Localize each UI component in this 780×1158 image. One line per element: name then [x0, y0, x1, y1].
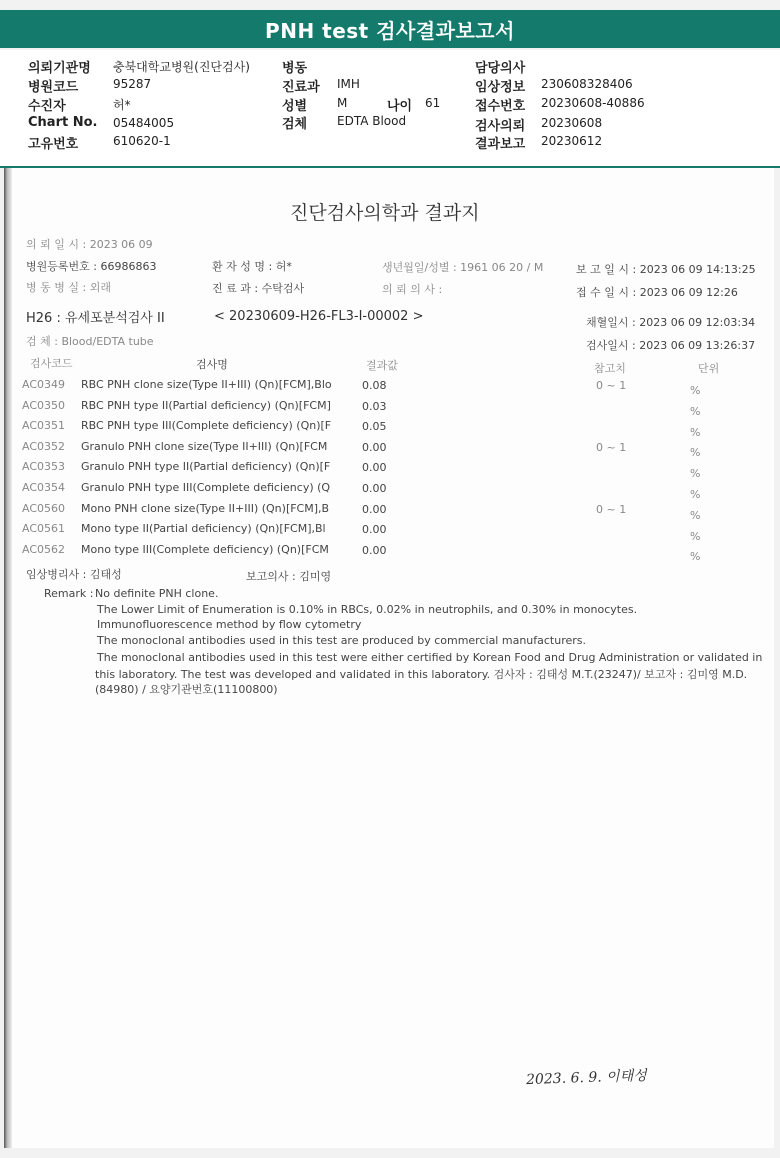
- row-code: AC0562: [22, 542, 66, 556]
- row-result: 0.00: [362, 461, 387, 475]
- col-header-ref: 참고치: [594, 362, 626, 375]
- request-date: 의 뢰 일 시 : 2023 06 09: [26, 238, 153, 251]
- row-result: 0.05: [362, 420, 387, 434]
- col-header-result: 결과값: [366, 359, 398, 372]
- row-code: AC0353: [22, 460, 66, 474]
- age-label: 나이: [387, 99, 413, 114]
- info-label: 검사의뢰: [475, 119, 526, 134]
- info-value: 20230612: [541, 134, 603, 148]
- info-label: 담당의사: [475, 61, 526, 76]
- info-value: IMH: [337, 77, 360, 91]
- info-label: 진료과: [282, 80, 320, 95]
- referring-doctor: 의 뢰 의 사 :: [382, 283, 443, 296]
- row-reference: 0 ~ 1: [596, 440, 627, 454]
- info-label: Chart No.: [28, 115, 98, 130]
- info-label: 접수번호: [475, 99, 526, 114]
- row-name: Granulo PNH type III(Complete deficiency) (Q: [81, 481, 331, 494]
- row-result: 0.00: [362, 502, 387, 516]
- row-unit: %: [690, 488, 701, 501]
- receipt-date: 접 수 일 시 : 2023 06 09 12:26: [576, 286, 738, 299]
- row-unit: %: [690, 550, 701, 564]
- info-value: 20230608: [541, 116, 603, 130]
- age-value: 61: [425, 96, 441, 110]
- info-value: EDTA Blood: [337, 114, 407, 128]
- row-reference: 0 ~ 1: [596, 379, 627, 392]
- info-label: 결과보고: [475, 137, 526, 152]
- info-label: 병원코드: [28, 80, 79, 95]
- row-unit: %: [690, 508, 701, 522]
- test-date: 검사일시 : 2023 06 09 13:26:37: [586, 339, 756, 352]
- row-code: AC0351: [22, 419, 66, 433]
- info-label: 수진자: [28, 99, 66, 114]
- test-code: H26 : 유세포분석검사 II: [26, 311, 165, 326]
- row-code: AC0560: [22, 501, 66, 515]
- row-result: 0.03: [362, 399, 387, 413]
- collect-date: 채혈일시 : 2023 06 09 12:03:34: [586, 316, 756, 329]
- report-title: 진단검사의학과 결과지: [290, 202, 480, 224]
- info-label: 의뢰기관명: [28, 61, 91, 76]
- row-unit: %: [690, 467, 701, 481]
- row-name: RBC PNH clone size(Type II+III) (Qn)[FCM],Blo: [81, 378, 332, 391]
- row-result: 0.00: [362, 482, 387, 495]
- row-result: 0.00: [362, 440, 387, 454]
- info-value: 95287: [113, 77, 152, 91]
- remark-line: (84980) / 요양기관번호(11100800): [95, 683, 278, 696]
- row-name: Mono PNH clone size(Type II+III) (Qn)[FCM],B: [81, 501, 330, 515]
- row-result: 0.08: [362, 379, 387, 392]
- row-code: AC0349: [22, 378, 66, 391]
- row-unit: %: [690, 384, 701, 397]
- col-header-code: 검사코드: [30, 357, 73, 370]
- info-value: M: [337, 96, 348, 110]
- barcode-number: < 20230609-H26-FL3-I-00002 >: [214, 309, 424, 324]
- info-label: 검체: [282, 117, 308, 132]
- request-info-panel: [0, 50, 780, 168]
- report-date: 보 고 일 시 : 2023 06 09 14:13:25: [576, 263, 756, 276]
- remark-line: The monoclonal antibodies used in this test were either certified by Korean Food and Drug Administration or validated in: [97, 651, 763, 664]
- row-name: Mono type III(Complete deficiency) (Qn)[FCM: [81, 542, 329, 556]
- row-code: AC0350: [22, 398, 66, 412]
- specimen: 검 체 : Blood/EDTA tube: [26, 335, 154, 348]
- info-label: 임상정보: [475, 80, 526, 95]
- col-header-unit: 단위: [698, 362, 720, 375]
- remark-line: The Lower Limit of Enumeration is 0.10% in RBCs, 0.02% in neutrophils, and 0.30% in monocytes.: [97, 603, 638, 616]
- remark-line: The monoclonal antibodies used in this test are produced by commercial manufacturers.: [97, 634, 587, 647]
- row-result: 0.00: [362, 523, 387, 537]
- row-unit: %: [690, 425, 701, 439]
- info-label: 성별: [282, 99, 308, 114]
- info-value: 230608328406: [541, 77, 633, 91]
- pathologist: 임상병리사 : 김태성: [26, 568, 122, 581]
- scanned-report: [4, 168, 774, 1148]
- info-value: 20230608-40886: [541, 96, 645, 110]
- info-value: 충북대학교병원(진단검사): [113, 60, 250, 74]
- birth-sex: 생년월일/성별 : 1961 06 20 / M: [382, 261, 544, 274]
- remark-line: this laboratory. The test was developed and validated in this laboratory. 검사자 : 김태성 M.T.(23247)/ 보고자 : 김미영 M.D.: [95, 668, 748, 681]
- row-code: AC0352: [22, 439, 66, 453]
- row-name: Granulo PNH clone size(Type II+III) (Qn)[FCM: [81, 439, 328, 453]
- remark-line: No definite PNH clone.: [95, 587, 219, 600]
- ward: 병 동 병 실 : 외래: [26, 281, 111, 294]
- col-header-name: 검사명: [196, 358, 228, 371]
- row-result: 0.00: [362, 543, 387, 557]
- info-value: 610620-1: [113, 134, 171, 148]
- row-name: Granulo PNH type II(Partial deficiency) (Qn)[F: [81, 460, 331, 474]
- registration-number: 병원등록번호 : 66986863: [26, 260, 157, 273]
- row-unit: %: [690, 529, 701, 543]
- patient-name: 환 자 성 명 : 허*: [212, 260, 292, 273]
- row-name: Mono type II(Partial deficiency) (Qn)[FCM],Bl: [81, 522, 326, 536]
- page-title: PNH test 검사결과보고서: [0, 10, 780, 48]
- department: 진 료 과 : 수탁검사: [212, 282, 305, 295]
- row-unit: %: [690, 404, 701, 418]
- remark-label: Remark :: [44, 587, 94, 600]
- row-reference: 0 ~ 1: [596, 502, 627, 516]
- row-code: AC0561: [22, 522, 66, 536]
- info-label: 고유번호: [28, 137, 79, 152]
- row-name: RBC PNH type II(Partial deficiency) (Qn)[FCM]: [81, 398, 331, 412]
- row-code: AC0354: [22, 481, 66, 494]
- row-name: RBC PNH type III(Complete deficiency) (Qn)[F: [81, 419, 332, 433]
- handwritten-signature: 2023. 6. 9. 이태성: [525, 1067, 647, 1089]
- row-unit: %: [690, 446, 701, 460]
- info-value: 허*: [113, 98, 131, 112]
- remark-line: Immunofluorescence method by flow cytometry: [97, 618, 362, 631]
- reporter: 보고의사 : 김미영: [246, 570, 332, 583]
- info-value: 05484005: [113, 116, 175, 130]
- info-label: 병동: [282, 61, 308, 76]
